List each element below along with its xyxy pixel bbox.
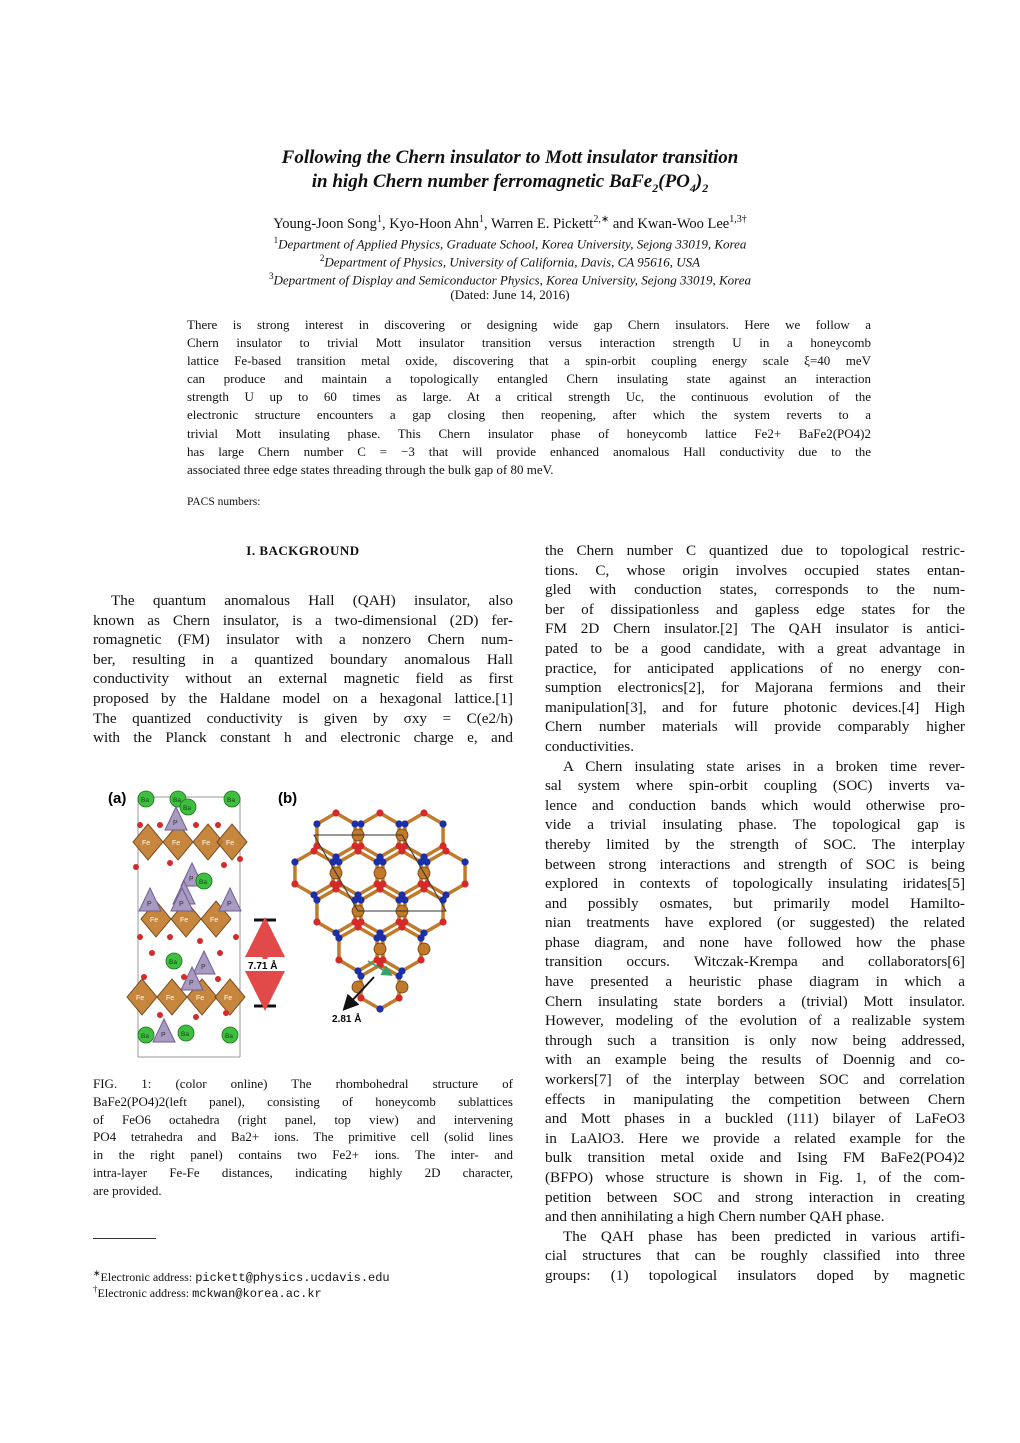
abstract-line: lattice Fe-based transition metal oxide, discovering that a spin-orbit coupling energy scale ξ=40 meV (187, 353, 871, 369)
author-list (0, 211, 1020, 233)
fe-atom-label: Fe (150, 917, 159, 924)
footnote-2 (93, 1284, 322, 1301)
blue-atom (335, 858, 342, 865)
text-line: petition between SOC and strong interaction in creating (545, 1188, 965, 1206)
blue-atom (357, 896, 364, 903)
fe-atom-label: Fe (224, 995, 233, 1002)
text-line: The quantized conductivity is given by σxy = C(e2/h) (93, 709, 513, 727)
text-line: nian treatments have explored (or suggested) the related (545, 914, 965, 932)
oxygen-atom (149, 950, 155, 956)
fe-atom-label: Fe (210, 917, 219, 924)
caption-line: FIG. 1: (color online) The rhombohedral structure of (93, 1076, 513, 1091)
fe-atom-label: Fe (166, 995, 175, 1002)
fe-atom-label: Fe (202, 840, 211, 847)
email-link[interactable]: mckwan@korea.ac.kr (192, 1287, 322, 1301)
oxygen-atom (376, 885, 383, 892)
affiliation-mark: 3 (269, 271, 274, 281)
ba-atom-label: Ba (141, 1033, 149, 1040)
fe-atom-label: Fe (226, 840, 235, 847)
date-line: (Dated: June 14, 2016) (450, 287, 570, 302)
blue-atom (461, 858, 468, 865)
footnote-rule (93, 1238, 156, 1239)
text-line: and then annihilating a high Chern number QAH phase. (545, 1208, 885, 1226)
oxygen-atom (217, 950, 223, 956)
p-atom-label: P (161, 1032, 166, 1039)
oxygen-atom (193, 1014, 199, 1020)
affiliation-mark: 1 (376, 214, 382, 225)
ba-atom-label: Ba (141, 797, 149, 804)
subscript: 4 (689, 180, 696, 195)
ba-atom-label: Ba (225, 1033, 233, 1040)
pacs-numbers: PACS numbers: (187, 496, 261, 508)
oxygen-atom (233, 934, 239, 940)
text-line: sal system where spin-orbit coupling (SOC) inverts va- (545, 777, 965, 795)
section-heading: I. BACKGROUND (246, 543, 360, 558)
oxygen-atom (335, 956, 342, 963)
text-line: sumption electronics[2], for Majorana fermions and their (545, 679, 965, 697)
text-line: tions. C, whose origin involves occupied states entan- (545, 561, 965, 579)
text-line: pated to be a good candidate, with a great advantage in (545, 639, 965, 657)
text-line: Chern insulating state borders a (trivial) Mott insulator. (545, 992, 965, 1010)
footnote-mark: † (93, 1284, 98, 1294)
oxygen-atom (181, 974, 187, 980)
email-link[interactable]: pickett@physics.ucdavis.edu (195, 1271, 390, 1285)
caption-line: BaFe2(PO4)2(left panel), consisting of honeycomb sublattices (93, 1093, 513, 1109)
affiliation-mark: 1 (479, 214, 485, 225)
oxygen-atom (420, 809, 427, 816)
oxygen-atom (137, 934, 143, 940)
ba-atom-label: Ba (199, 879, 207, 886)
text-line: thereby limited by the strength of SOC. The interplay (545, 835, 965, 853)
oxygen-atom (237, 856, 243, 862)
oxygen-atom (376, 809, 383, 816)
fe-atom-label: Fe (172, 840, 181, 847)
oxygen-atom (157, 1012, 163, 1018)
affiliation-text: Department of Physics, University of California, Davis, CA 95616, USA (324, 254, 701, 270)
fe-atom (374, 943, 386, 955)
ba-atom-label: Ba (181, 1031, 189, 1038)
p-atom-label: P (227, 901, 232, 908)
text-line: However, modeling of the evolution of a realizable system (545, 1012, 965, 1030)
blue-atom (376, 1005, 383, 1012)
footnote-label: Electronic address: (97, 1286, 193, 1300)
text-line: FM 2D Chern insulator.[2] The QAH insulator is antici- (545, 620, 965, 638)
paper-title (0, 146, 1020, 200)
text-line: known as Chern insulator, is a two-dimensional (2D) fer- (93, 611, 513, 629)
text-line: in LaAlO3. Here we provide a related example for the (545, 1129, 965, 1147)
oxygen-atom (215, 976, 221, 982)
oxygen-atom (133, 864, 139, 870)
text-line: groups: (1) topological insulators doped by magnetic (545, 1266, 965, 1284)
text-line: with the Planck constant h and electronic charge e, and (93, 729, 513, 747)
p-atom-label: P (201, 964, 206, 971)
oxygen-atom (442, 847, 449, 854)
oxygen-atom (167, 860, 173, 866)
text-line: conductivity without an external magnetic field as first (93, 670, 513, 688)
text-line: have presented a heuristic phase diagram in which a (545, 973, 965, 991)
text-line: through such a transition is only now being addressed, (545, 1031, 965, 1049)
title-text: in high Chern number ferromagnetic BaFe (311, 171, 653, 192)
text-line: explored in contexts of topologically insulating iridates[5] (545, 875, 965, 893)
caption-line: of FeO6 octahedra (right panel, top view) and intervening (93, 1111, 513, 1127)
oxygen-atom (221, 862, 227, 868)
author-name: and Kwan-Woo Lee (609, 215, 730, 232)
p-atom-label: P (173, 820, 178, 827)
crystal-structure-figure (100, 777, 510, 1067)
text-line: and Mott phases in a buckled (111) bilayer of LaFeO3 (545, 1110, 965, 1128)
oxygen-atom (354, 847, 361, 854)
oxygen-atom (461, 880, 468, 887)
blue-atom (379, 934, 386, 941)
right-column (545, 541, 965, 1286)
blue-atom (357, 972, 364, 979)
subscript: 2 (652, 180, 659, 195)
text-line: phase diagram, and none have followed how the phase (545, 933, 965, 951)
oxygen-atom (398, 847, 405, 854)
oxygen-atom (395, 994, 402, 1001)
figure-1 (100, 777, 510, 1067)
fe-atom (374, 867, 386, 879)
figure-caption (93, 1075, 513, 1200)
caption-line: in the right panel) contains two Fe2+ ions. The inter- and (93, 1147, 513, 1163)
text-line: practice, for anticipated applications of no energy con- (545, 659, 965, 677)
text-line: proposed by the Haldane model on a hexagonal lattice.[1] (93, 689, 513, 707)
abstract-line: has large Chern number C = −3 that will provide enhanced anomalous Hall conductivity due to the (187, 443, 871, 459)
abstract-line: strength U up to 60 times as large. At a critical strength Uc, the continuous evolution of the (187, 389, 871, 405)
blue-atom (395, 972, 402, 979)
abstract (187, 316, 871, 479)
ba-atom-label: Ba (227, 797, 235, 804)
abstract-line: There is strong interest in discovering or designing wide gap Chern insulators. Here we follow a (187, 317, 871, 332)
oxygen-atom (193, 822, 199, 828)
fe-atom-label: Fe (196, 995, 205, 1002)
text-line: cial structures that can be roughly classified into three (545, 1247, 965, 1265)
blue-atom (313, 820, 320, 827)
author-name: Young-Joon Song (273, 215, 377, 232)
caption-line: PO4 tetrahedra and Ba2+ ions. The primitive cell (solid lines (93, 1129, 513, 1145)
text-line: transition occurs. Witczak-Krempa and collaborators[6] (545, 953, 965, 971)
abstract-line: can produce and maintain a topologically entangled Chern insulating state against an interaction (187, 371, 871, 387)
caption-line: intra-layer Fe-Fe distances, indicating highly 2D character, (93, 1164, 513, 1180)
text-line: The QAH phase has been predicted in various artifi- (563, 1227, 965, 1245)
fe-atom-label: Fe (180, 917, 189, 924)
p-atom-label: P (189, 980, 194, 987)
oxygen-atom (332, 809, 339, 816)
oxygen-atom (439, 918, 446, 925)
blue-atom (291, 858, 298, 865)
blue-atom (417, 934, 424, 941)
text-line: conductivities. (545, 737, 634, 755)
caption-line: are provided. (93, 1182, 162, 1198)
oxygen-atom (310, 847, 317, 854)
text-line: lence and conduction bands which would otherwise pro- (545, 796, 965, 814)
text-line: A Chern insulating state arises in a broken time rever- (563, 757, 965, 775)
text-line: ber, resulting in a quantized boundary anomalous Hall (93, 650, 513, 668)
affiliation-text: Department of Applied Physics, Graduate School, Korea University, Sejong 33019, Korea (278, 236, 747, 252)
title-text: (PO (658, 171, 690, 192)
panel-a-label: (a) (108, 790, 127, 807)
text-line: between strong interactions and strength of SOC is being (545, 855, 965, 873)
p-atom-label: P (179, 901, 184, 908)
blue-atom (401, 896, 408, 903)
blue-atom (357, 820, 364, 827)
blue-atom (439, 820, 446, 827)
interlayer-distance-label: 7.71 Å (248, 961, 278, 972)
blue-atom (313, 896, 320, 903)
affiliation-mark: 1 (273, 235, 279, 245)
oxygen-atom (141, 974, 147, 980)
oxygen-atom (417, 956, 424, 963)
text-line: ber of dissipationless and gapless edge states for the (545, 600, 965, 618)
footnote-1 (93, 1268, 390, 1285)
affiliation-text: Department of Display and Semiconductor Physics, Korea University, Sejong 33019, Korea (273, 272, 751, 288)
affiliation-3 (0, 268, 1020, 288)
text-line: manipulation[3], and for future photonic devices.[4] High (545, 698, 965, 716)
fe-atom (418, 943, 430, 955)
intralayer-distance-label: 2.81 Å (332, 1014, 362, 1025)
oxygen-atom (157, 822, 163, 828)
blue-atom (423, 858, 430, 865)
oxygen-atom (223, 1010, 229, 1016)
panel-a-rhombohedral-structure (127, 791, 247, 1057)
text-line: romagnetic (FM) insulator with a nonzero Chern num- (93, 631, 513, 649)
ba-atom-label: Ba (183, 805, 191, 812)
fe-atom (352, 981, 364, 993)
title-line-1: Following the Chern insulator to Mott insulator transition (281, 147, 739, 168)
text-line: The quantum anomalous Hall (QAH) insulator, also (111, 592, 513, 609)
oxygen-atom (197, 938, 203, 944)
fe-atom-label: Fe (142, 840, 151, 847)
affiliation-mark: 2,∗ (593, 214, 610, 225)
fe-atom (396, 981, 408, 993)
affiliation-mark: 1,3† (729, 214, 747, 225)
oxygen-atom (215, 822, 221, 828)
oxygen-atom (398, 923, 405, 930)
blue-atom (335, 934, 342, 941)
abstract-line: associated three edge states threading through the bulk gap of 80 meV. (187, 461, 554, 477)
ba-atom-label: Ba (173, 797, 181, 804)
panel-b-honeycomb-top-view (291, 809, 468, 1012)
text-line: Chern number materials will provide comparably higher (545, 718, 965, 736)
text-line: the Chern number C quantized due to topological restric- (545, 542, 965, 559)
oxygen-atom (313, 918, 320, 925)
panel-b-label: (b) (278, 790, 298, 807)
text-line: and possibly osmates, but primarily model Hamilto- (545, 894, 965, 912)
subscript: 2 (702, 180, 709, 195)
oxygen-atom (167, 934, 173, 940)
oxygen-atom (137, 822, 143, 828)
footnote-mark: ∗ (93, 1268, 101, 1278)
blue-atom (401, 820, 408, 827)
oxygen-atom (332, 885, 339, 892)
left-column-paragraph (93, 591, 513, 748)
affiliation-mark: 2 (319, 253, 325, 263)
blue-atom (379, 858, 386, 865)
text-line: vide a trivial insulating phase. The topological gap is (545, 816, 965, 834)
abstract-line: Chern insulator to trivial Mott insulator transition versus interaction strength U in a honeycomb (187, 335, 871, 351)
text-line: workers[7] of the interplay between SOC and correlation (545, 1071, 965, 1089)
text-line: effects in manipulating the competition between Chern (545, 1090, 965, 1108)
text-line: with an example being the results of Doennig and co- (545, 1051, 965, 1069)
oxygen-atom (420, 885, 427, 892)
title-text: ) (695, 171, 703, 192)
text-line: bulk transition metal oxide and Ising FM BaFe2(PO4)2 (545, 1149, 965, 1167)
footnote-label: Electronic address: (100, 1270, 196, 1284)
fe-atom-label: Fe (136, 995, 145, 1002)
abstract-line: trivial Mott insulating phase. This Chern insulator phase of honeycomb lattice Fe2+ BaFe2(PO4)2 (187, 425, 871, 441)
oxygen-atom (291, 880, 298, 887)
author-name: , Warren E. Pickett (484, 215, 594, 232)
text-line: (BFPO) whose structure is shown in Fig. 1, of the com- (545, 1169, 965, 1186)
author-name: , Kyo-Hoon Ahn (381, 215, 480, 232)
p-atom-label: P (189, 876, 194, 883)
oxygen-atom (357, 994, 364, 1001)
title-line-2 (0, 170, 1020, 200)
oxygen-atom (354, 923, 361, 930)
p-atom-label: P (147, 901, 152, 908)
abstract-line: electronic structure encounters a gap closing then reopening, after which the system reverts to a (187, 407, 871, 423)
text-line: gled with conduction states, corresponds to the num- (545, 581, 965, 599)
ba-atom-label: Ba (169, 959, 177, 966)
